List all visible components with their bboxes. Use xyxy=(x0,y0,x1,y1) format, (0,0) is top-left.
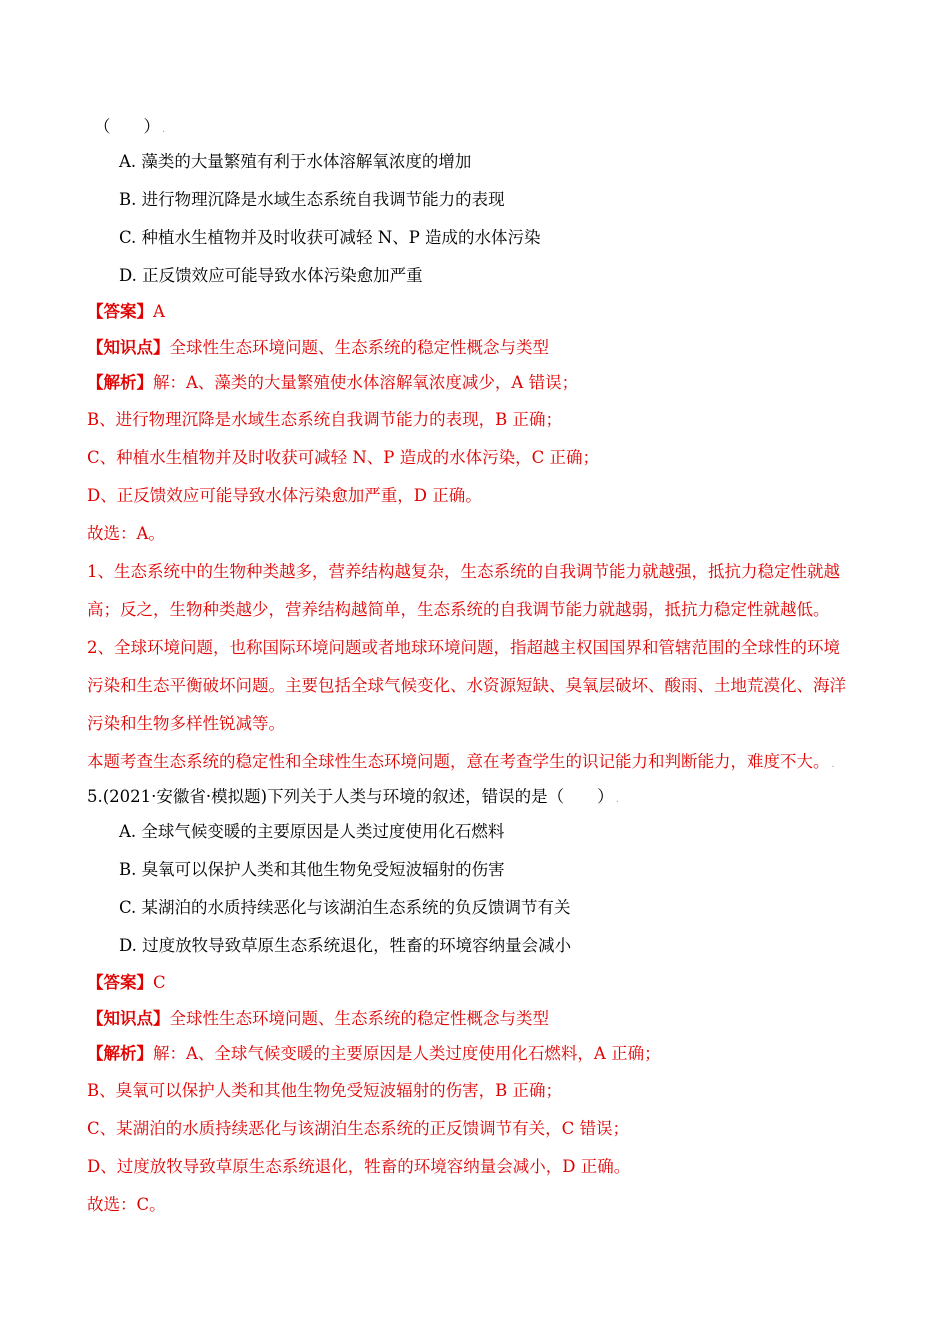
paragraph-mark: . xyxy=(162,124,166,135)
q5-analysis-c: C、某湖泊的水质持续恶化与该湖泊生态系统的正反馈调节有关，C 错误； xyxy=(87,1119,629,1138)
answer-label: 【答案】 xyxy=(87,302,153,321)
analysis-label: 【解析】 xyxy=(87,373,153,392)
analysis-first: 解：A、藻类的大量繁殖使水体溶解氧浓度减少，A 错误； xyxy=(153,373,579,392)
knowledge-label: 【知识点】 xyxy=(87,1009,170,1028)
q5-analysis xyxy=(87,1043,661,1065)
answer-value: A xyxy=(153,302,165,321)
q4-note-line-1: 1、生态系统中的生物种类越多，营养结构越复杂，生态系统的自我调节能力就越强，抵抗力稳定性就越 xyxy=(87,562,840,581)
paragraph-mark: . xyxy=(831,759,835,770)
q4-option-d: D. 正反馈效应可能导致水体污染愈加严重 xyxy=(119,266,423,285)
q5-knowledge xyxy=(87,1008,549,1030)
q4-option-a: A. 藻类的大量繁殖有利于水体溶解氧浓度的增加 xyxy=(119,152,472,171)
q4-analysis-c: C、种植水生植物并及时收获可减轻 N、P 造成的水体污染，C 正确； xyxy=(87,448,600,467)
knowledge-value: 全球性生态环境问题、生态系统的稳定性概念与类型 xyxy=(169,338,549,357)
q5-choose: 故选：C。 xyxy=(87,1195,166,1214)
q4-note-line-5: 污染和生物多样性锐减等。 xyxy=(87,714,285,733)
paragraph-mark: . xyxy=(615,794,619,805)
q4-answer xyxy=(87,301,165,323)
q5-stem: 5.(2021·安徽省·模拟题)下列关于人类与环境的叙述，错误的是（ ） . xyxy=(87,787,619,806)
analysis-label: 【解析】 xyxy=(87,1044,153,1063)
q4-analysis xyxy=(87,372,578,394)
q5-option-a: A. 全球气候变暖的主要原因是人类过度使用化石燃料 xyxy=(119,822,505,841)
q4-analysis-b: B、进行物理沉降是水域生态系统自我调节能力的表现，B 正确； xyxy=(87,410,562,429)
q5-analysis-b: B、臭氧可以保护人类和其他生物免受短波辐射的伤害，B 正确； xyxy=(87,1081,562,1100)
answer-value: C xyxy=(153,973,166,992)
q4-note-line-2: 高；反之，生物种类越少，营养结构越简单，生态系统的自我调节能力就越弱，抵抗力稳定性就越低。 xyxy=(87,600,830,619)
q4-choose: 故选：A。 xyxy=(87,524,165,543)
q5-option-c: C. 某湖泊的水质持续恶化与该湖泊生态系统的负反馈调节有关 xyxy=(119,898,571,917)
q4-option-c: C. 种植水生植物并及时收获可减轻 N、P 造成的水体污染 xyxy=(119,228,541,247)
q4-analysis-d: D、正反馈效应可能导致水体污染愈加严重，D 正确。 xyxy=(87,486,482,505)
q4-note-line-4: 污染和生态平衡破坏问题。主要包括全球气候变化、水资源短缺、臭氧层破坏、酸雨、土地荒漠化、海洋 xyxy=(87,676,846,695)
knowledge-value: 全球性生态环境问题、生态系统的稳定性概念与类型 xyxy=(169,1009,549,1028)
q5-option-d: D. 过度放牧导致草原生态系统退化，牲畜的环境容纳量会减小 xyxy=(119,936,572,955)
q4-stem-tail: （ ） . xyxy=(94,117,166,136)
q4-summary: 本题考查生态系统的稳定性和全球性生态环境问题，意在考查学生的识记能力和判断能力，难度不大。 . xyxy=(87,752,835,771)
q5-answer xyxy=(87,972,166,994)
q5-analysis-d: D、过度放牧导致草原生态系统退化，牲畜的环境容纳量会减小，D 正确。 xyxy=(87,1157,631,1176)
q5-option-b: B. 臭氧可以保护人类和其他生物免受短波辐射的伤害 xyxy=(119,860,505,879)
q4-option-b: B. 进行物理沉降是水域生态系统自我调节能力的表现 xyxy=(119,190,505,209)
q4-note-line-3: 2、全球环境问题，也称国际环境问题或者地球环境问题，指超越主权国国界和管辖范围的全球性的环境 xyxy=(87,638,840,657)
q4-knowledge xyxy=(87,337,549,359)
knowledge-label: 【知识点】 xyxy=(87,338,170,357)
answer-label: 【答案】 xyxy=(87,973,153,992)
analysis-first: 解：A、全球气候变暖的主要原因是人类过度使用化石燃料，A 正确； xyxy=(153,1044,661,1063)
